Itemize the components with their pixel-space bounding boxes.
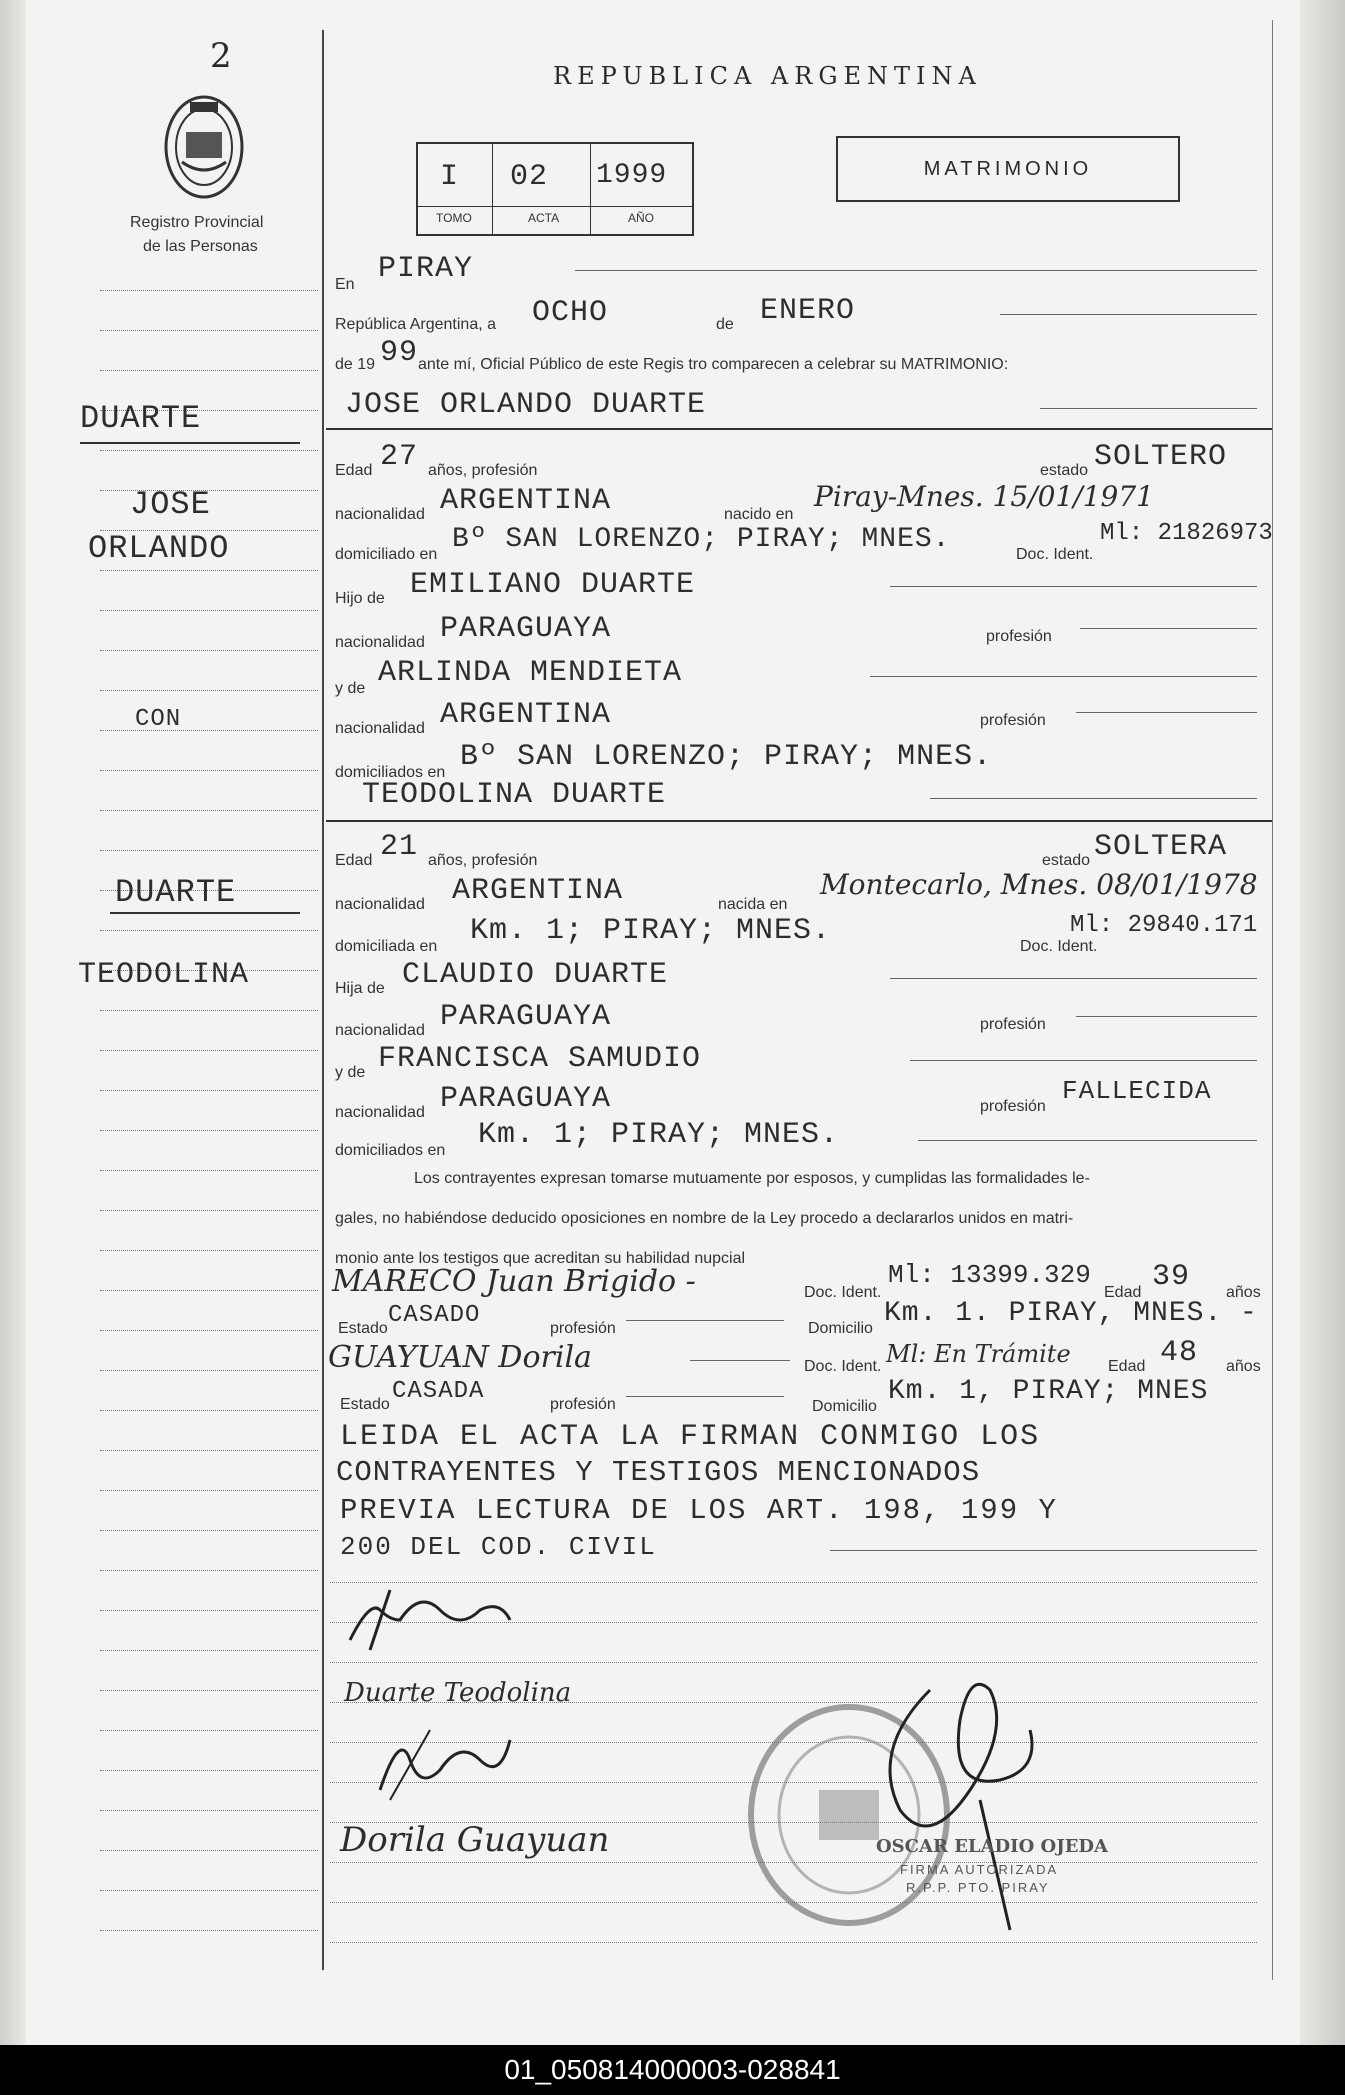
provincial-seal-icon bbox=[160, 92, 248, 202]
registry-line1: Registro Provincial bbox=[130, 214, 264, 231]
margin-line bbox=[100, 1090, 318, 1091]
margin-surname-groom: DUARTE bbox=[80, 400, 202, 437]
margin-line bbox=[100, 1410, 318, 1411]
margin-line bbox=[100, 370, 318, 371]
groom-name: JOSE ORLANDO DUARTE bbox=[345, 388, 707, 422]
notes-line2: CONTRAYENTES Y TESTIGOS MENCIONADOS bbox=[336, 1456, 981, 1489]
act-type-box bbox=[836, 136, 1180, 202]
margin-line bbox=[100, 1610, 318, 1611]
ref-label-divider bbox=[416, 206, 694, 207]
bride-mother-nac: PARAGUAYA bbox=[440, 1082, 612, 1116]
page-number: 2 bbox=[210, 36, 232, 76]
margin-line bbox=[100, 1810, 318, 1811]
footer-id-bar bbox=[0, 2045, 1345, 2095]
margin-line bbox=[100, 290, 318, 291]
groom-father-nac: PARAGUAYA bbox=[440, 612, 612, 646]
margin-line bbox=[100, 610, 318, 611]
bride-signature: Duarte Teodolina bbox=[344, 1678, 572, 1708]
groom-age: 27 bbox=[380, 440, 419, 474]
margin-line bbox=[100, 1130, 318, 1131]
acta-value: 02 bbox=[510, 160, 549, 194]
label-doc-ident: Doc. Ident. bbox=[1016, 546, 1094, 563]
label-nacionalidad-bride-father: nacionalidad bbox=[335, 1022, 425, 1039]
margin-line bbox=[100, 1170, 318, 1171]
label-edad: Edad bbox=[335, 462, 373, 479]
margin-line bbox=[100, 850, 318, 851]
margin-line bbox=[100, 1730, 318, 1731]
line-place bbox=[575, 270, 1257, 271]
margin-underline-1 bbox=[80, 442, 300, 444]
label-y-de: y de bbox=[335, 680, 366, 697]
label-nacionalidad-mother: nacionalidad bbox=[335, 720, 425, 737]
label-doc-ident-w1: Doc. Ident. bbox=[804, 1284, 882, 1301]
label-nacido-en: nacido en bbox=[724, 506, 794, 523]
right-border bbox=[1272, 20, 1273, 1980]
groom-divider bbox=[326, 428, 1272, 430]
line-groom-name bbox=[1040, 408, 1257, 409]
page-right-edge bbox=[1300, 0, 1345, 2045]
groom-mother-nac: ARGENTINA bbox=[440, 698, 612, 732]
bride-doc: Ml: 29840.171 bbox=[1070, 912, 1258, 939]
margin-line bbox=[100, 810, 318, 811]
footer-id: 01_050814000003-028841 bbox=[504, 2054, 841, 2085]
margin-line bbox=[100, 1650, 318, 1651]
stamp-line2: FIRMA AUTORIZADA bbox=[900, 1862, 1059, 1877]
year-value: 99 bbox=[380, 336, 419, 370]
month-value: ENERO bbox=[760, 294, 856, 328]
ref-col-divider-2 bbox=[590, 142, 591, 234]
groom-mother: ARLINDA MENDIETA bbox=[378, 656, 683, 690]
witness1-signature-icon bbox=[370, 1720, 520, 1810]
line-w2-name bbox=[690, 1360, 790, 1361]
margin-line bbox=[100, 1370, 318, 1371]
margin-line bbox=[100, 1850, 318, 1851]
label-nacionalidad-bride: nacionalidad bbox=[335, 896, 425, 913]
ref-col-divider-1 bbox=[492, 142, 493, 234]
notes-line1: LEIDA EL ACTA LA FIRMAN CONMIGO LOS bbox=[340, 1420, 1041, 1454]
line-bride-name bbox=[930, 798, 1257, 799]
label-en: En bbox=[335, 276, 355, 293]
label-estado: estado bbox=[1040, 462, 1089, 479]
margin-given-groom-2: ORLANDO bbox=[88, 530, 230, 567]
margin-given-groom-1: JOSE bbox=[130, 486, 211, 523]
witness2-age: 48 bbox=[1160, 1336, 1199, 1370]
witness2-name: GUAYUAN Dorila bbox=[328, 1340, 592, 1375]
margin-surname-bride: DUARTE bbox=[115, 874, 237, 911]
witness1-estado: CASADO bbox=[388, 1302, 481, 1329]
bride-nacionalidad: ARGENTINA bbox=[452, 874, 624, 908]
margin-line bbox=[100, 930, 318, 931]
margin-line bbox=[100, 1930, 318, 1931]
label-anos-w1: años bbox=[1226, 1284, 1261, 1301]
label-domiciliado-en: domiciliado en bbox=[335, 546, 438, 563]
label-anos-profesion-bride: años, profesión bbox=[428, 852, 538, 869]
label-profesion-father: profesión bbox=[986, 628, 1052, 645]
notes-line3: PREVIA LECTURA DE LOS ART. 198, 199 Y bbox=[340, 1494, 1058, 1527]
margin-con: CON bbox=[135, 706, 182, 733]
label-estado-bride: estado bbox=[1042, 852, 1091, 869]
label-hija-de: Hija de bbox=[335, 980, 385, 997]
label-domiciliada-en: domiciliada en bbox=[335, 938, 438, 955]
margin-line bbox=[100, 1770, 318, 1771]
declaration-line1: Los contrayentes expresan tomarse mutuamente por esposos, y cumplidas las formalidades le- bbox=[414, 1170, 1090, 1187]
groom-domicilio: Bº SAN LORENZO; PIRAY; MNES. bbox=[452, 524, 951, 555]
label-nacionalidad: nacionalidad bbox=[335, 506, 425, 523]
witness1-age: 39 bbox=[1152, 1260, 1191, 1294]
ano-value: 1999 bbox=[596, 160, 668, 191]
label-profesion-bride-mother: profesión bbox=[980, 1098, 1046, 1115]
ano-label: AÑO bbox=[628, 211, 655, 225]
groom-parents-dom: Bº SAN LORENZO; PIRAY; MNES. bbox=[460, 740, 993, 774]
label-edad-w1: Edad bbox=[1104, 1284, 1142, 1301]
label-estado-w1: Estado bbox=[338, 1320, 388, 1337]
margin-line bbox=[100, 1890, 318, 1891]
bride-divider bbox=[326, 820, 1272, 822]
line-mother-prof bbox=[1076, 712, 1257, 713]
margin-line bbox=[100, 1490, 318, 1491]
line-w2-prof bbox=[626, 1396, 784, 1397]
margin-line bbox=[100, 330, 318, 331]
label-profesion-w1: profesión bbox=[550, 1320, 616, 1337]
bride-father-nac: PARAGUAYA bbox=[440, 1000, 612, 1034]
margin-line bbox=[100, 770, 318, 771]
margin-line bbox=[100, 450, 318, 451]
margin-underline-2 bbox=[110, 912, 300, 914]
label-estado-w2: Estado bbox=[340, 1396, 390, 1413]
page-left-edge bbox=[0, 0, 26, 2045]
witness2-doc: Ml: En Trámite bbox=[886, 1340, 1071, 1368]
witness2-domicilio: Km. 1, PIRAY; MNES bbox=[888, 1376, 1209, 1407]
bride-nacida: Montecarlo, Mnes. 08/01/1978 bbox=[820, 868, 1258, 901]
line-father-prof bbox=[1080, 628, 1257, 629]
label-ante-mi: ante mí, Oficial Público de este Regis tro comparecen a celebrar su MATRIMONIO: bbox=[418, 356, 1009, 373]
label-profesion-mother: profesión bbox=[980, 712, 1046, 729]
sig-line-j bbox=[330, 1942, 1257, 1943]
label-y-de-bride: y de bbox=[335, 1064, 366, 1081]
line-bride-father-prof bbox=[1076, 1016, 1257, 1017]
label-domicilio-w2: Domicilio bbox=[812, 1398, 877, 1415]
officer-signature-icon bbox=[870, 1670, 1070, 1940]
label-edad-w2: Edad bbox=[1108, 1358, 1146, 1375]
line-groom-mother bbox=[870, 676, 1257, 677]
witness1-name: MARECO Juan Brigido - bbox=[332, 1264, 696, 1299]
groom-estado: SOLTERO bbox=[1094, 440, 1228, 474]
groom-nacido: Piray-Mnes. 15/01/1971 bbox=[814, 480, 1154, 513]
bride-estado: SOLTERA bbox=[1094, 830, 1228, 864]
label-domiciliados-en: domiciliados en bbox=[335, 764, 446, 781]
line-bride-mother bbox=[910, 1060, 1257, 1061]
line-bride-parents-dom bbox=[918, 1140, 1257, 1141]
bride-domicilio: Km. 1; PIRAY; MNES. bbox=[470, 914, 832, 948]
label-anos-w2: años bbox=[1226, 1358, 1261, 1375]
line-groom-father bbox=[890, 586, 1257, 587]
margin-line bbox=[100, 1010, 318, 1011]
label-hijo-de: Hijo de bbox=[335, 590, 385, 607]
registry-line2: de las Personas bbox=[143, 238, 258, 255]
witness2-estado: CASADA bbox=[392, 1378, 485, 1405]
witness2-signature: Dorila Guayuan bbox=[340, 1820, 610, 1860]
line-notes-end bbox=[830, 1550, 1257, 1551]
label-anos-profesion: años, profesión bbox=[428, 462, 538, 479]
line-bride-father bbox=[890, 978, 1257, 979]
label-profesion-w2: profesión bbox=[550, 1396, 616, 1413]
line-w1-prof bbox=[626, 1320, 784, 1321]
label-nacida-en: nacida en bbox=[718, 896, 788, 913]
margin-line bbox=[100, 1210, 318, 1211]
groom-father: EMILIANO DUARTE bbox=[410, 568, 696, 602]
day-value: OCHO bbox=[532, 296, 609, 330]
bride-parents-dom: Km. 1; PIRAY; MNES. bbox=[478, 1118, 840, 1152]
margin-line bbox=[100, 650, 318, 651]
label-nacionalidad-bride-mother: nacionalidad bbox=[335, 1104, 425, 1121]
groom-signature-icon bbox=[340, 1580, 520, 1660]
label-profesion-bride-father: profesión bbox=[980, 1016, 1046, 1033]
notes-line4: 200 DEL COD. CIVIL bbox=[340, 1532, 657, 1562]
label-domiciliados-en-bride: domiciliados en bbox=[335, 1142, 446, 1159]
margin-line bbox=[100, 730, 318, 731]
declaration-line3: monio ante los testigos que acreditan su habilidad nupcial bbox=[335, 1250, 746, 1267]
groom-nacionalidad: ARGENTINA bbox=[440, 484, 612, 518]
label-doc-ident-bride: Doc. Ident. bbox=[1020, 938, 1098, 955]
bride-name: TEODOLINA DUARTE bbox=[362, 778, 667, 812]
margin-line bbox=[100, 1050, 318, 1051]
tomo-value: I bbox=[440, 160, 460, 194]
margin-line bbox=[100, 1690, 318, 1691]
margin-line bbox=[100, 1530, 318, 1531]
line-month bbox=[1000, 314, 1257, 315]
margin-line bbox=[100, 1570, 318, 1571]
witness1-domicilio: Km. 1. PIRAY, MNES. - bbox=[884, 1298, 1258, 1329]
tomo-label: TOMO bbox=[436, 211, 472, 225]
margin-line bbox=[100, 1450, 318, 1451]
act-type-label: MATRIMONIO bbox=[923, 158, 1093, 180]
bride-mother: FRANCISCA SAMUDIO bbox=[378, 1042, 702, 1076]
margin-line bbox=[100, 570, 318, 571]
bride-father: CLAUDIO DUARTE bbox=[402, 958, 669, 992]
bride-mother-prof: FALLECIDA bbox=[1062, 1076, 1212, 1106]
label-republica: República Argentina, a bbox=[335, 316, 496, 333]
margin-given-bride: TEODOLINA bbox=[78, 958, 250, 992]
margin-line bbox=[100, 1290, 318, 1291]
sig-line-c bbox=[330, 1662, 1257, 1663]
declaration-line2: gales, no habiéndose deducido oposiciones en nombre de la Ley procedo a declararlos unidos en matri- bbox=[335, 1210, 1074, 1227]
label-de: de bbox=[716, 316, 734, 333]
margin-line bbox=[100, 690, 318, 691]
witness1-doc: Ml: 13399.329 bbox=[888, 1260, 1091, 1290]
label-domicilio-w1: Domicilio bbox=[808, 1320, 873, 1337]
margin-divider bbox=[322, 30, 324, 1970]
acta-label: ACTA bbox=[528, 211, 560, 225]
label-doc-ident-w2: Doc. Ident. bbox=[804, 1358, 882, 1375]
place-value: PIRAY bbox=[378, 252, 474, 286]
stamp-line3: R.P.P. PTO. PIRAY bbox=[906, 1880, 1050, 1895]
label-edad-bride: Edad bbox=[335, 852, 373, 869]
margin-line bbox=[100, 1250, 318, 1251]
stamp-name: OSCAR ELADIO OJEDA bbox=[876, 1836, 1109, 1857]
country-heading: REPUBLICA ARGENTINA bbox=[553, 62, 982, 90]
label-nacionalidad-father: nacionalidad bbox=[335, 634, 425, 651]
groom-doc: Ml: 21826973 bbox=[1100, 520, 1273, 547]
label-year-prefix: de 19 bbox=[335, 356, 376, 373]
bride-age: 21 bbox=[380, 830, 419, 864]
margin-line bbox=[100, 1330, 318, 1331]
